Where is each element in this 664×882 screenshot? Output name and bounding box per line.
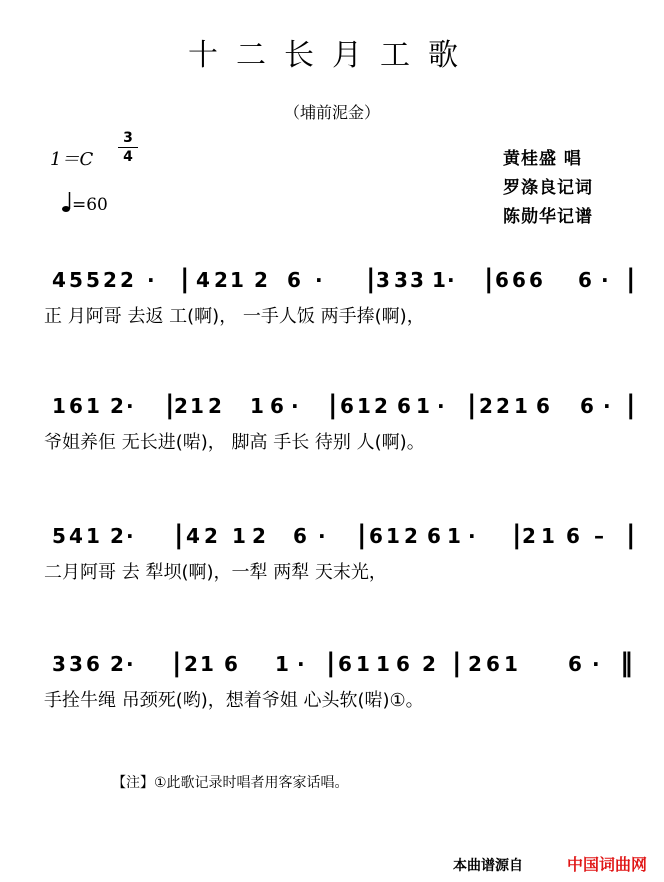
key-signature: 1＝C bbox=[50, 149, 94, 170]
note-digit: 6 bbox=[486, 652, 500, 676]
barline: | bbox=[512, 520, 522, 550]
note-digit: 1 bbox=[504, 652, 518, 676]
note-digit: 3 bbox=[69, 652, 83, 676]
source-site-link[interactable]: 中国词曲网 bbox=[567, 855, 648, 874]
lyric-line-2: 爷姐养佢 无长进(啱)， 脚高 手长 待别 人(啊)。 bbox=[44, 432, 425, 453]
credit-lyrics: 罗涤良记词 bbox=[503, 178, 593, 198]
note-digit: 2 bbox=[204, 524, 218, 548]
note-digit: 6 bbox=[397, 394, 411, 418]
note-digit: · bbox=[126, 652, 134, 676]
note-digit: 1 bbox=[86, 394, 100, 418]
note-digit: 2 bbox=[110, 524, 124, 548]
song-subtitle: （埔前泥金） bbox=[283, 103, 380, 122]
barline: | bbox=[326, 648, 336, 678]
note-digit: 1 bbox=[232, 524, 246, 548]
note-digit: 1 bbox=[386, 524, 400, 548]
credits bbox=[503, 145, 593, 232]
note-digit: 3 bbox=[52, 652, 66, 676]
barline: | bbox=[328, 390, 338, 420]
note-digit: 2 bbox=[214, 268, 228, 292]
note-digit: 6 bbox=[580, 394, 594, 418]
note-digit: 1 bbox=[190, 394, 204, 418]
note-digit: 2 bbox=[496, 394, 510, 418]
barline: | bbox=[172, 648, 182, 678]
note-digit: 2 bbox=[404, 524, 418, 548]
note-digit: 1 bbox=[514, 394, 528, 418]
note-digit: · bbox=[291, 394, 299, 418]
note-digit: 1 bbox=[52, 394, 66, 418]
note-digit: 1 bbox=[230, 268, 244, 292]
note-digit: 1 bbox=[376, 652, 390, 676]
note-digit: 1 bbox=[200, 652, 214, 676]
tempo-marking bbox=[62, 192, 108, 215]
note-digit: 6 bbox=[568, 652, 582, 676]
note-digit: 1 bbox=[357, 394, 371, 418]
lyric-line-3: 二月阿哥 去 犁坝(啊)，一犁 两犁 天末光， bbox=[44, 562, 387, 583]
note-digit: 6 bbox=[338, 652, 352, 676]
note-digit: 6 bbox=[69, 394, 83, 418]
note-digit: 5 bbox=[86, 268, 100, 292]
credit-score: 陈勋华记谱 bbox=[503, 207, 593, 227]
note-digit: 6 bbox=[566, 524, 580, 548]
note-digit: · bbox=[603, 394, 611, 418]
note-digit: 6 bbox=[578, 268, 592, 292]
song-title: 十二长月工歌 bbox=[188, 38, 476, 73]
note-digit: 3 bbox=[394, 268, 408, 292]
note-digit: 6 bbox=[529, 268, 543, 292]
note-digit: 4 bbox=[186, 524, 200, 548]
note-digit: 2 bbox=[110, 394, 124, 418]
note-digit: · bbox=[315, 268, 323, 292]
note-digit: 2 bbox=[110, 652, 124, 676]
note-digit: · bbox=[592, 652, 600, 676]
note-digit: 1 bbox=[250, 394, 264, 418]
barline: | bbox=[626, 264, 636, 294]
note-digit: 3 bbox=[410, 268, 424, 292]
note-digit: 6 bbox=[369, 524, 383, 548]
note-digit: 2 bbox=[468, 652, 482, 676]
note-digit: 6 bbox=[340, 394, 354, 418]
barline: | bbox=[165, 390, 175, 420]
note-digit: – bbox=[594, 524, 604, 548]
note-digit: 6 bbox=[270, 394, 284, 418]
quarter-note-icon bbox=[62, 192, 72, 214]
barline: | bbox=[452, 648, 462, 678]
barline: | bbox=[626, 520, 636, 550]
time-signature bbox=[118, 130, 138, 165]
note-digit: 2 bbox=[522, 524, 536, 548]
note-digit: 6 bbox=[396, 652, 410, 676]
note-digit: 6 bbox=[293, 524, 307, 548]
note-digit: · bbox=[601, 268, 609, 292]
note-digit: · bbox=[126, 394, 134, 418]
note-digit: 2 bbox=[374, 394, 388, 418]
note-digit: 2 bbox=[120, 268, 134, 292]
note-digit: 6 bbox=[512, 268, 526, 292]
note-digit: 6 bbox=[86, 652, 100, 676]
note-digit: 1 bbox=[416, 394, 430, 418]
note-digit: · bbox=[147, 268, 155, 292]
credit-singer: 黄桂盛 唱 bbox=[503, 149, 582, 169]
barline: | bbox=[626, 390, 636, 420]
note-digit: 2 bbox=[479, 394, 493, 418]
note-digit: 2 bbox=[422, 652, 436, 676]
note-digit: 1 bbox=[275, 652, 289, 676]
footnote: 【注】①此歌记录时唱者用客家话唱。 bbox=[112, 775, 349, 791]
time-signature-bottom: 4 bbox=[123, 149, 133, 165]
note-digit: 2 bbox=[254, 268, 268, 292]
note-digit: 1 bbox=[447, 524, 461, 548]
barline: | bbox=[357, 520, 367, 550]
note-digit: 4 bbox=[196, 268, 210, 292]
tempo-value: =60 bbox=[72, 195, 108, 215]
note-digit: 1 bbox=[432, 268, 446, 292]
note-digit: 1 bbox=[541, 524, 555, 548]
note-digit: · bbox=[437, 394, 445, 418]
note-digit: · bbox=[468, 524, 476, 548]
note-digit: 2 bbox=[103, 268, 117, 292]
note-digit: 2 bbox=[174, 394, 188, 418]
note-digit: 1 bbox=[356, 652, 370, 676]
note-digit: 5 bbox=[69, 268, 83, 292]
source-label: 本曲谱源自 bbox=[453, 858, 523, 874]
time-signature-top: 3 bbox=[123, 130, 133, 146]
note-digit: · bbox=[447, 268, 455, 292]
barline: | bbox=[366, 264, 376, 294]
note-digit: 2 bbox=[252, 524, 266, 548]
note-digit: · bbox=[126, 524, 134, 548]
note-digit: · bbox=[297, 652, 305, 676]
note-digit: 6 bbox=[427, 524, 441, 548]
note-digit: 3 bbox=[376, 268, 390, 292]
note-digit: 2 bbox=[184, 652, 198, 676]
barline: | bbox=[467, 390, 477, 420]
lyric-line-4: 手拴牛绳 吊颈死(哟)，想着爷姐 心头软(啱)①。 bbox=[44, 690, 424, 711]
lyric-line-1: 正 月阿哥 去返 工(啊)， 一手人饭 两手捧(啊)， bbox=[44, 306, 425, 327]
note-digit: 6 bbox=[287, 268, 301, 292]
note-digit: 1 bbox=[86, 524, 100, 548]
note-digit: 6 bbox=[495, 268, 509, 292]
barline: | bbox=[174, 520, 184, 550]
note-digit: 4 bbox=[52, 268, 66, 292]
note-digit: 6 bbox=[224, 652, 238, 676]
note-digit: 5 bbox=[52, 524, 66, 548]
barline: | bbox=[180, 264, 190, 294]
barline: ‖ bbox=[620, 648, 633, 678]
note-digit: · bbox=[318, 524, 326, 548]
note-digit: 2 bbox=[208, 394, 222, 418]
note-digit: 6 bbox=[536, 394, 550, 418]
barline: | bbox=[484, 264, 494, 294]
note-digit: 4 bbox=[69, 524, 83, 548]
